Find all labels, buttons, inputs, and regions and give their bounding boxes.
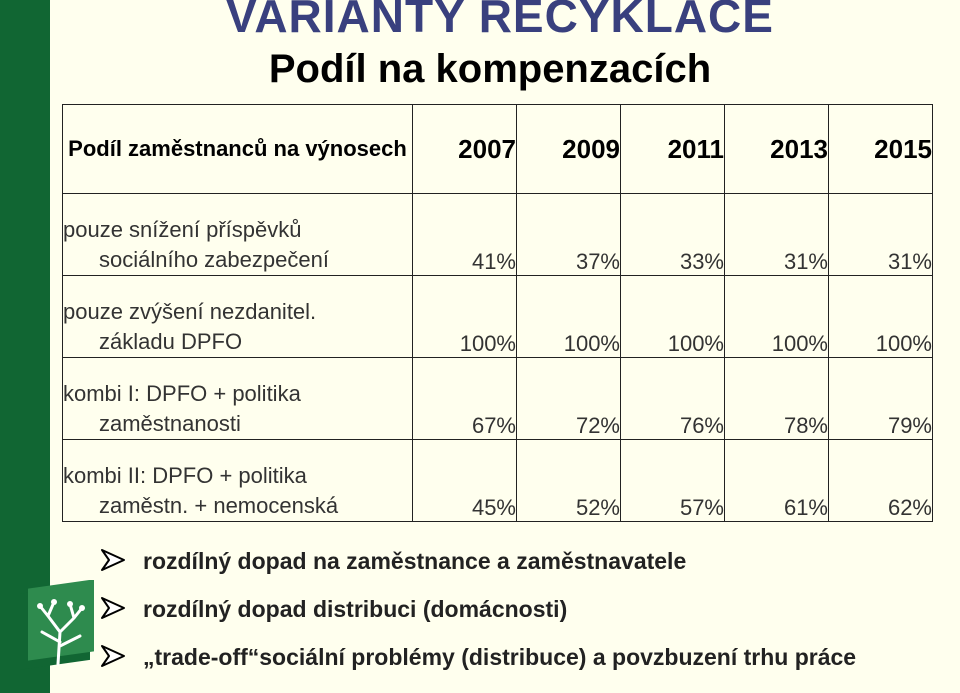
table-cell: 100% bbox=[621, 276, 725, 358]
table-cell: 41% bbox=[413, 194, 517, 276]
row-label: pouze snížení příspěvků sociálního zabezpečení bbox=[63, 194, 413, 276]
table-cell: 100% bbox=[829, 276, 933, 358]
table-row bbox=[63, 276, 933, 358]
year-header: 2015 bbox=[829, 105, 933, 194]
year-header: 2007 bbox=[413, 105, 517, 194]
row-label: pouze zvýšení nezdanitel. základu DPFO bbox=[63, 276, 413, 358]
arrowhead-bullet-icon bbox=[100, 548, 126, 572]
slide-title: VARIANTY RECYKLACE bbox=[226, 0, 774, 42]
year-header: 2013 bbox=[725, 105, 829, 194]
table-row bbox=[63, 194, 933, 276]
table-cell: 67% bbox=[413, 358, 517, 440]
table-cell: 76% bbox=[621, 358, 725, 440]
tree-book-logo bbox=[18, 580, 102, 674]
table-cell: 33% bbox=[621, 194, 725, 276]
table-cell: 62% bbox=[829, 440, 933, 522]
bullet-text: „trade-off“sociální problémy (distribuce) a povzbuzení trhu práce bbox=[143, 644, 857, 670]
table-cell: 78% bbox=[725, 358, 829, 440]
table-cell: 57% bbox=[621, 440, 725, 522]
table-cell: 31% bbox=[829, 194, 933, 276]
compensation-table bbox=[62, 104, 933, 522]
year-header: 2011 bbox=[621, 105, 725, 194]
table-cell: 31% bbox=[725, 194, 829, 276]
table-cell: 45% bbox=[413, 440, 517, 522]
arrowhead-bullet-icon bbox=[100, 596, 126, 620]
table-cell: 61% bbox=[725, 440, 829, 522]
bullet-list bbox=[100, 540, 960, 684]
year-header: 2009 bbox=[517, 105, 621, 194]
list-item bbox=[100, 588, 960, 636]
table-cell: 79% bbox=[829, 358, 933, 440]
table-cell: 100% bbox=[413, 276, 517, 358]
bullet-text: rozdílný dopad na zaměstnance a zaměstnavatele bbox=[143, 548, 687, 574]
list-item bbox=[100, 540, 960, 588]
bullet-text: rozdílný dopad distribuci (domácnosti) bbox=[143, 596, 568, 622]
arrowhead-bullet-icon bbox=[100, 644, 126, 668]
table-header-row bbox=[63, 105, 933, 194]
table-row bbox=[63, 358, 933, 440]
row-label: kombi I: DPFO + politika zaměstnanosti bbox=[63, 358, 413, 440]
table-cell: 100% bbox=[517, 276, 621, 358]
slide-subtitle: Podíl na kompenzacích bbox=[268, 47, 712, 91]
table-row bbox=[63, 440, 933, 522]
table-cell: 37% bbox=[517, 194, 621, 276]
table-cell: 100% bbox=[725, 276, 829, 358]
row-label: kombi II: DPFO + politika zaměstn. + nemocenská bbox=[63, 440, 413, 522]
header-label: Podíl zaměstnanců na výnosech bbox=[63, 105, 413, 194]
table-cell: 72% bbox=[517, 358, 621, 440]
list-item bbox=[100, 636, 960, 684]
table-cell: 52% bbox=[517, 440, 621, 522]
